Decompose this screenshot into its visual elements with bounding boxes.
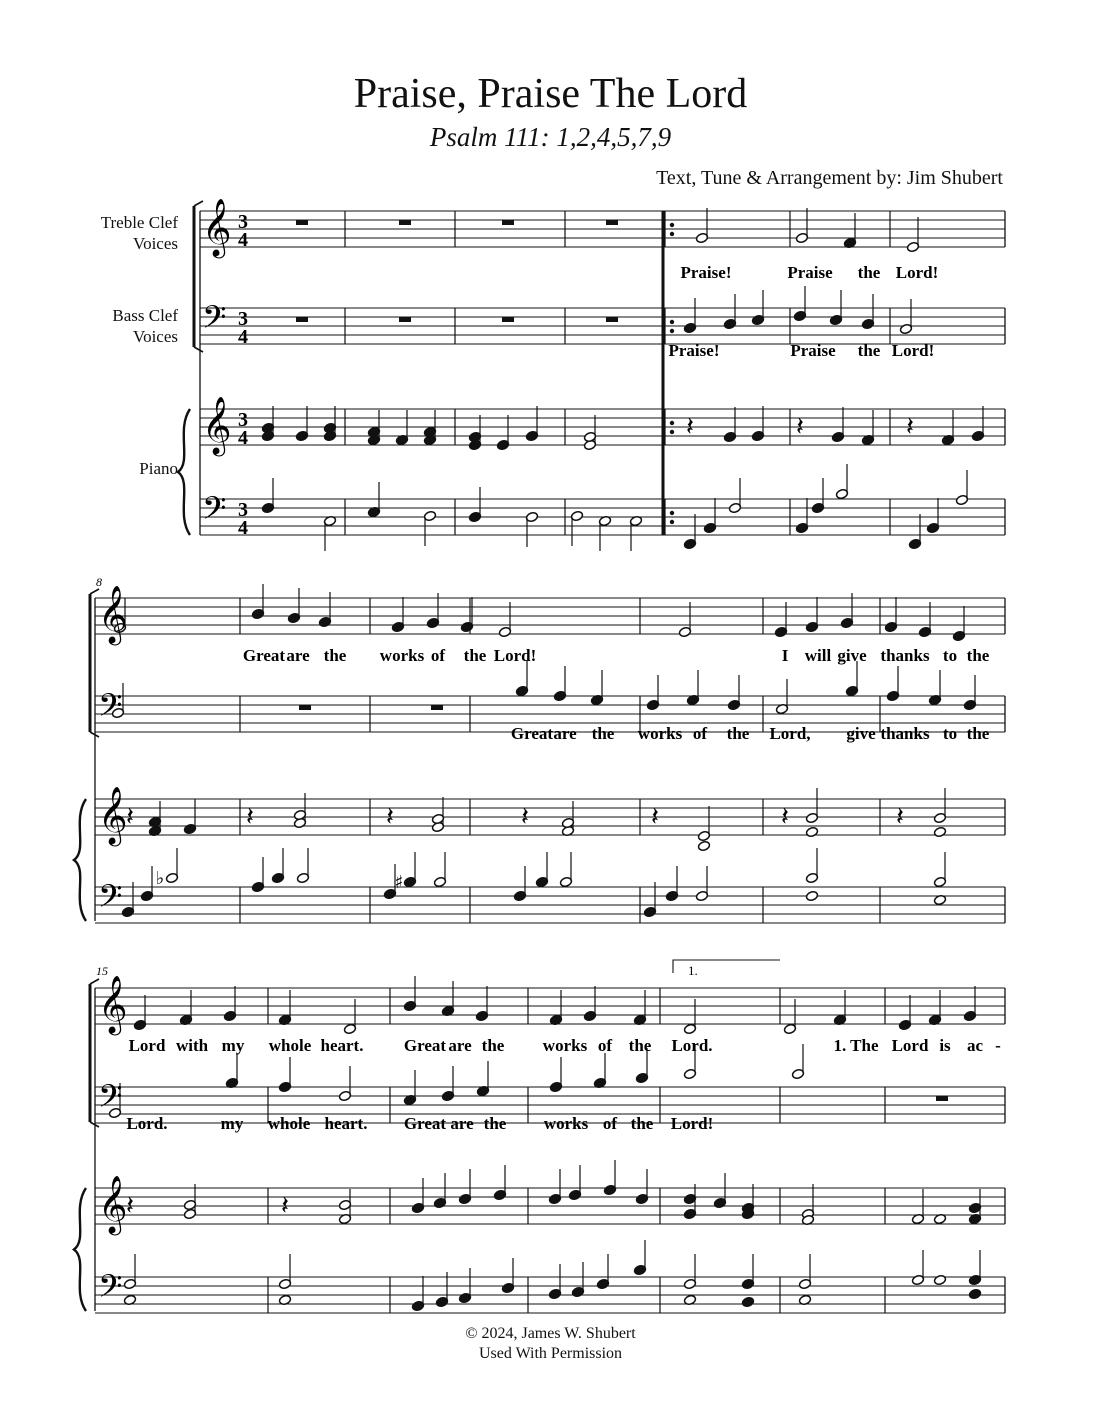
flat-icon: ♭ — [155, 868, 165, 889]
treble-lyric: the — [966, 646, 990, 665]
whole-rest — [606, 317, 618, 322]
quarter-rest: 𝄽 — [651, 802, 659, 832]
treble-lyric: are — [286, 646, 310, 665]
bass-lyric: Praise — [790, 341, 836, 360]
repeat-dot — [670, 421, 674, 425]
repeat-dot — [670, 232, 674, 236]
system-bracket — [194, 347, 203, 352]
bass-lyric: of — [602, 1114, 618, 1133]
treble-clef-icon: 𝄞 — [98, 786, 128, 844]
bass-lyric: Lord, — [769, 724, 811, 743]
treble-lyric: Lord! — [895, 263, 939, 282]
bass-voices-label: Bass Clef Voices — [112, 306, 178, 346]
treble-lyric: thanks — [880, 646, 930, 665]
treble-lyric: 1. The — [833, 1036, 879, 1055]
time-signature-top: 3 — [238, 211, 248, 233]
grand-staff-brace — [178, 409, 190, 535]
treble-lyric: ac — [966, 1036, 984, 1055]
treble-lyric: the — [463, 646, 487, 665]
repeat-dot — [670, 430, 674, 434]
grand-staff-brace — [74, 799, 86, 921]
whole-rest — [296, 317, 308, 322]
treble-lyric: works — [542, 1036, 588, 1055]
bass-lyric: my — [220, 1114, 244, 1133]
page-subtitle: Psalm 111: 1,2,4,5,7,9 — [429, 122, 672, 152]
note-head — [805, 890, 818, 901]
bass-lyric: are — [450, 1114, 474, 1133]
whole-rest — [502, 317, 514, 322]
whole-rest — [399, 317, 411, 322]
whole-rest — [296, 220, 308, 225]
bass-lyric: Lord. — [126, 1114, 168, 1133]
notes — [108, 208, 984, 1312]
note-head — [933, 826, 946, 837]
quarter-rest: 𝄽 — [686, 412, 694, 442]
treble-clef-icon: 𝄞 — [202, 198, 232, 256]
time-signature-bottom: 4 — [238, 326, 248, 348]
time-signature-bottom: 4 — [238, 517, 248, 539]
repeat-dot — [670, 520, 674, 524]
bass-lyric: whole — [267, 1114, 311, 1133]
whole-rest — [606, 220, 618, 225]
bass-clef-icon: 𝄢 — [98, 687, 123, 731]
bass-clef-icon: 𝄢 — [98, 1078, 123, 1122]
time-signature-bottom: 4 — [238, 229, 248, 251]
staff-lines — [74, 201, 1005, 1313]
bass-clef-icon: 𝄢 — [98, 1268, 123, 1312]
treble-lyric: the — [628, 1036, 652, 1055]
treble-lyric: Lord! — [493, 646, 537, 665]
bass-clef-icon: 𝄢 — [202, 299, 227, 343]
treble-lyric: of — [597, 1036, 613, 1055]
time-signature-top: 3 — [238, 499, 248, 521]
treble-lyric: of — [430, 646, 446, 665]
note-head — [741, 1296, 754, 1307]
page-title: Praise, Praise The Lord — [353, 71, 748, 117]
bass-lyric: Praise! — [668, 341, 720, 360]
bass-lyric: to — [942, 724, 958, 743]
bass-lyric: the — [857, 341, 881, 360]
bass-lyric: are — [553, 724, 577, 743]
bass-lyric: the — [726, 724, 750, 743]
treble-clef-icon: 𝄞 — [98, 585, 128, 643]
bass-lyric: the — [966, 724, 990, 743]
repeat-dot — [670, 511, 674, 515]
treble-voices-label: Treble Clef Voices — [100, 213, 178, 253]
note-head — [697, 840, 710, 851]
treble-lyric: the — [323, 646, 347, 665]
repeat-dot — [670, 223, 674, 227]
time-signature-top: 3 — [238, 308, 248, 330]
quarter-rest: 𝄽 — [281, 1191, 289, 1221]
quarter-rest: 𝄽 — [126, 802, 134, 832]
bass-lyric: Lord! — [670, 1114, 714, 1133]
treble-lyric: works — [379, 646, 425, 665]
bass-lyric: Lord! — [891, 341, 935, 360]
quarter-rest: 𝄽 — [796, 412, 804, 442]
treble-clef-icon: 𝄞 — [98, 1175, 128, 1233]
note-head — [968, 1288, 981, 1299]
note-head — [933, 1274, 946, 1285]
bass-lyric: Great — [403, 1114, 447, 1133]
treble-lyric: the — [857, 263, 881, 282]
grand-staff-brace — [74, 1188, 86, 1311]
treble-lyric: Lord. — [671, 1036, 713, 1055]
quarter-rest: 𝄽 — [386, 802, 394, 832]
quarter-rest: 𝄽 — [896, 802, 904, 832]
bass-lyric: works — [543, 1114, 589, 1133]
quarter-rest: 𝄽 — [126, 1191, 134, 1221]
treble-lyric: will — [804, 646, 832, 665]
quarter-rest: 𝄽 — [246, 802, 254, 832]
piano-label: Piano — [139, 459, 178, 478]
treble-lyric: my — [221, 1036, 245, 1055]
treble-lyric: I — [781, 646, 789, 665]
permission-line: Used With Permission — [478, 1345, 623, 1362]
note-head — [805, 826, 818, 837]
time-signature-bottom: 4 — [238, 427, 248, 449]
whole-rest — [502, 220, 514, 225]
treble-clef-icon: 𝄞 — [98, 975, 128, 1033]
bass-lyric: the — [591, 724, 615, 743]
quarter-rest: 𝄽 — [781, 802, 789, 832]
treble-lyric: - — [995, 1036, 1001, 1055]
measure-number: 15 — [96, 964, 108, 978]
treble-lyric: Lord — [891, 1036, 929, 1055]
bass-clef-icon: 𝄢 — [202, 490, 227, 534]
quarter-rest: 𝄽 — [521, 802, 529, 832]
whole-rest — [431, 705, 443, 710]
score-text — [96, 198, 1001, 1312]
treble-lyric: is — [939, 1036, 951, 1055]
copyright-line: © 2024, James W. Shubert — [465, 1325, 636, 1342]
measure-number: 8 — [96, 575, 102, 589]
bass-lyric: thanks — [880, 724, 930, 743]
time-signature-top: 3 — [238, 409, 248, 431]
whole-rest — [936, 1096, 948, 1101]
composer-credit: Text, Tune & Arrangement by: Jim Shubert — [656, 167, 1003, 189]
treble-lyric: are — [448, 1036, 472, 1055]
bass-lyric: works — [637, 724, 683, 743]
volta-number: 1. — [688, 963, 698, 978]
whole-rest — [399, 220, 411, 225]
repeat-dot — [670, 320, 674, 324]
treble-lyric: Great — [403, 1036, 447, 1055]
treble-lyric: give — [837, 646, 867, 665]
treble-lyric: Praise! — [680, 263, 732, 282]
treble-lyric: whole — [268, 1036, 312, 1055]
repeat-dot — [670, 329, 674, 333]
quarter-rest: 𝄽 — [906, 412, 914, 442]
bass-lyric: of — [692, 724, 708, 743]
treble-lyric: Praise — [787, 263, 833, 282]
treble-lyric: to — [942, 646, 958, 665]
bass-lyric: give — [846, 724, 876, 743]
treble-lyric: Lord — [128, 1036, 166, 1055]
copyright-footer — [0, 1324, 1101, 1364]
treble-lyric: with — [175, 1036, 209, 1055]
bass-clef-icon: 𝄢 — [98, 878, 123, 922]
treble-clef-icon: 𝄞 — [202, 396, 232, 454]
sharp-icon: ♯ — [394, 872, 404, 893]
bass-lyric: the — [630, 1114, 654, 1133]
bass-lyric: the — [483, 1114, 507, 1133]
treble-lyric: Great — [242, 646, 286, 665]
treble-lyric: the — [481, 1036, 505, 1055]
bass-lyric: Great — [510, 724, 554, 743]
bass-lyric: heart. — [324, 1114, 368, 1133]
treble-lyric: heart. — [320, 1036, 364, 1055]
whole-rest — [299, 705, 311, 710]
